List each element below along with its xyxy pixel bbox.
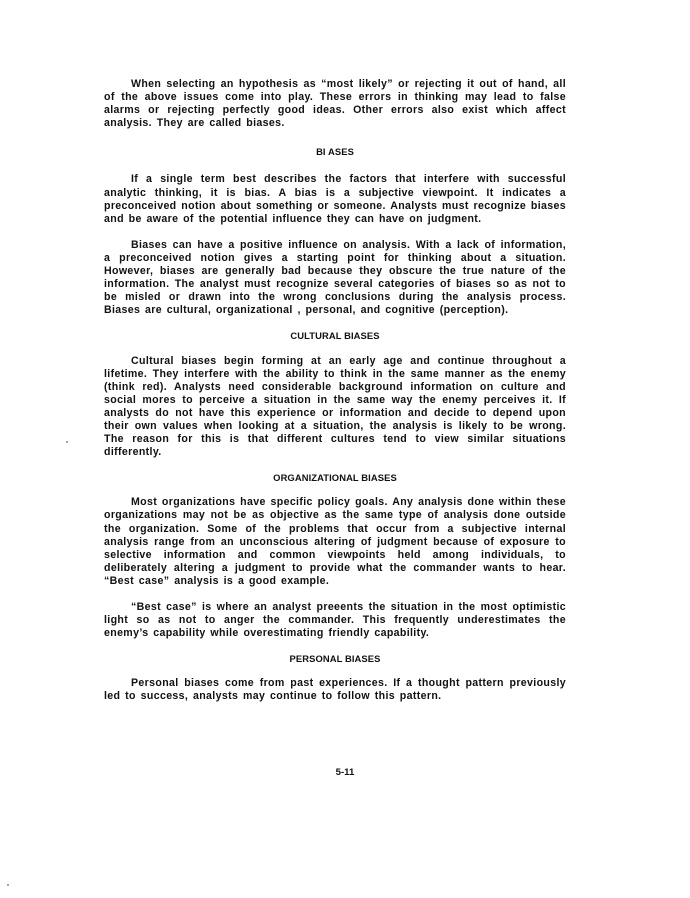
heading-biases: BI ASES xyxy=(316,146,354,158)
scan-speck xyxy=(66,441,68,443)
heading-organizational-biases: ORGANIZATIONAL BIASES xyxy=(273,472,397,484)
heading-cultural-biases: CULTURAL BIASES xyxy=(290,330,380,342)
paragraph-bias-influence: Biases can have a positive influence on analysis. With a lack of information, a preconceived notion gives a starting point for thinking about a situation. However, biases are generally bad because they obscure the true nature of the information. The analyst must recognize several categories of biases so as not to be misled or drawn into the wrong conclusions during the analysis process. Biases are cultural, organizational , personal, and cognitive (perception). xyxy=(104,238,566,317)
page-number: 5-11 xyxy=(335,767,355,778)
document-body xyxy=(104,78,566,704)
paragraph-organizational: Most organizations have specific policy goals. Any analysis done within these organizations may not be as objective as the same type of analysis done outside the organization. Some of the problems that occur from a subjective internal analysis range from an unconscious altering of judgment because of exposure to selective information and common viewpoints held among individuals, to deliberately altering a judgment to provide what the commander wants to hear. “Best case” analysis is a good example. xyxy=(104,496,566,587)
paragraph-personal: Personal biases come from past experiences. If a thought pattern previously led to success, analysts may continue to follow this pattern. xyxy=(104,677,566,703)
paragraph-best-case: “Best case” is where an analyst preeents the situation in the most optimistic light so as not to anger the commander. This frequently underestimates the enemy’s capability while overestimating friendly capability. xyxy=(104,601,566,640)
scan-speck xyxy=(7,884,9,886)
heading-personal-biases: PERSONAL BIASES xyxy=(289,653,381,665)
paragraph-cultural: Cultural biases begin forming at an early age and continue throughout a lifetime. They interfere with the ability to think in the same manner as the enemy (think red). Analysts need considerable background information on culture and social mores to perceive a situation in the same way the enemy perceives it. If analysts do not have this experience or information and decide to depend upon their own values when looking at a situation, the analysis is likely to be wrong. The reason for this is that different cultures tend to view similar situations differently. xyxy=(104,354,566,459)
paragraph-bias-definition: If a single term best describes the factors that interfere with successful analytic thinking, it is bias. A bias is a subjective viewpoint. It indicates a preconceived notion about something or someone. Analysts must recognize biases and be aware of the potential influence they can have on judgment. xyxy=(104,173,566,225)
paragraph-intro: When selecting an hypothesis as “most likely” or rejecting it out of hand, all of the above issues come into play. These errors in thinking may lead to false alarms or rejecting perfectly good ideas. Other errors also exist which affect analysis. They are called biases. xyxy=(104,78,566,130)
